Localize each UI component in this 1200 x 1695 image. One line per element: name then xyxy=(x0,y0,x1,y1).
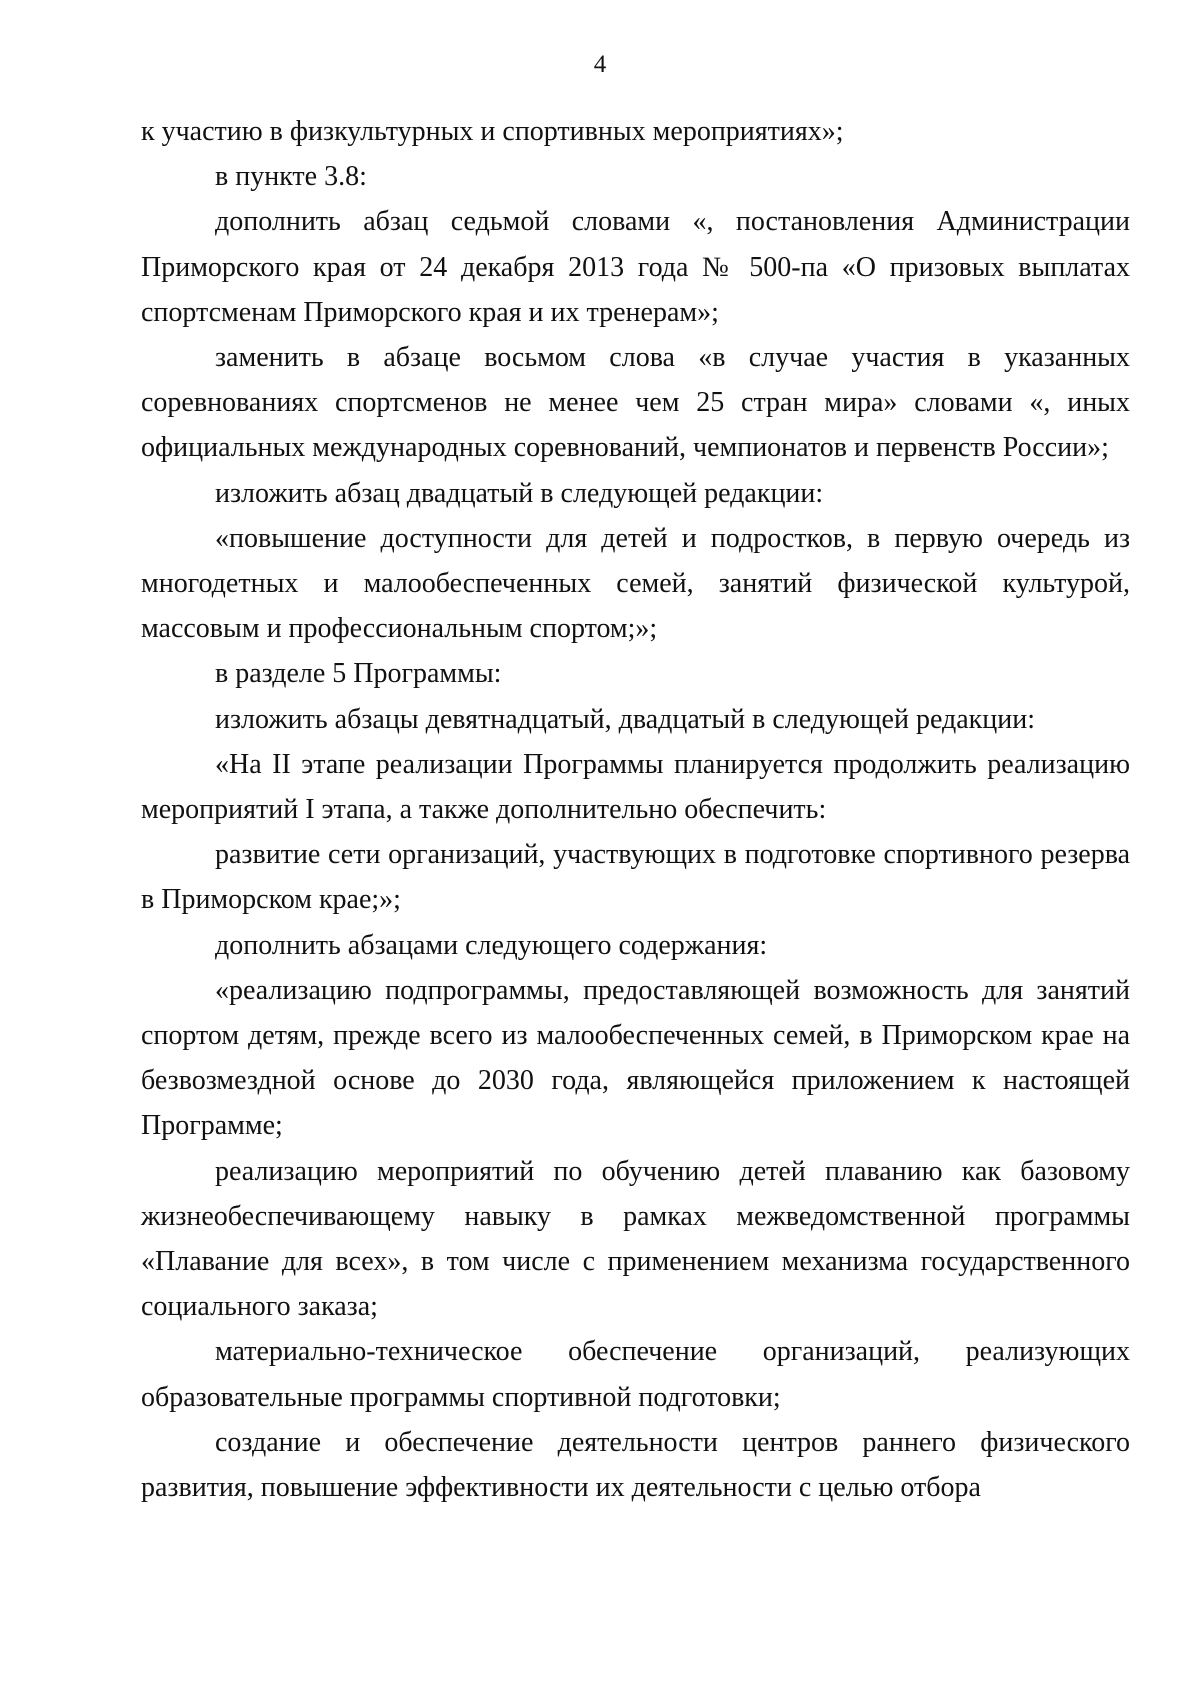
paragraph: к участию в физкультурных и спортивных мероприятиях»; xyxy=(141,116,844,147)
paragraph: изложить абзац двадцатый в следующей редакции: xyxy=(215,477,824,509)
paragraph: «На II этапе реализации Программы планируется продолжить реализацию мероприятий I этапа, а также дополнительно обеспечить: xyxy=(141,748,1130,826)
paragraph: материально-техническое обеспечение организаций, реализующих образовательные программы спортивной подготовки; xyxy=(141,1336,1130,1413)
paragraph: дополнить абзац седьмой словами «, постановления Администрации Приморского края от 24 декабря 2013 года № 500-па «О призовых выплатах спортсменам Приморского края и их тренерам»; xyxy=(141,206,1130,328)
paragraph: реализацию мероприятий по обучению детей плаванию как базовому жизнеобеспечивающему навыку в рамках межведомственной программы «Плавание для всех», в том числе с применением механизма государственного социального заказа; xyxy=(141,1155,1130,1323)
paragraph: дополнить абзацами следующего содержания: xyxy=(215,929,768,961)
paragraph: заменить в абзаце восьмом слова «в случае участия в указанных соревнованиях спортсменов не менее чем 25 стран мира» словами «, иных официальных международных соревнований, чемпионатов и первенств России»; xyxy=(141,342,1130,464)
document-body xyxy=(141,109,1130,1510)
page-number: 4 xyxy=(593,51,607,78)
paragraph: создание и обеспечение деятельности центров раннего физического развития, повышение эффективности их деятельности с целью отбора xyxy=(141,1426,1130,1504)
paragraph: «реализацию подпрограммы, предоставляющей возможность для занятий спортом детям, прежде всего из малообеспеченных семей, в Приморском крае на безвозмездной основе до 2030 года, являющейся приложением к настоящей Программе; xyxy=(141,974,1130,1142)
paragraph: в пункте 3.8: xyxy=(215,161,367,193)
paragraph: в разделе 5 Программы: xyxy=(215,658,502,690)
paragraph: развитие сети организаций, участвующих в подготовке спортивного резерва в Приморском крае;»; xyxy=(141,839,1130,916)
paragraph: изложить абзацы девятнадцатый, двадцатый в следующей редакции: xyxy=(215,703,1036,735)
paragraph: «повышение доступности для детей и подростков, в первую очередь из многодетных и малообеспеченных семей, занятий физической культурой, массовым и профессиональным спортом;»; xyxy=(141,522,1130,645)
